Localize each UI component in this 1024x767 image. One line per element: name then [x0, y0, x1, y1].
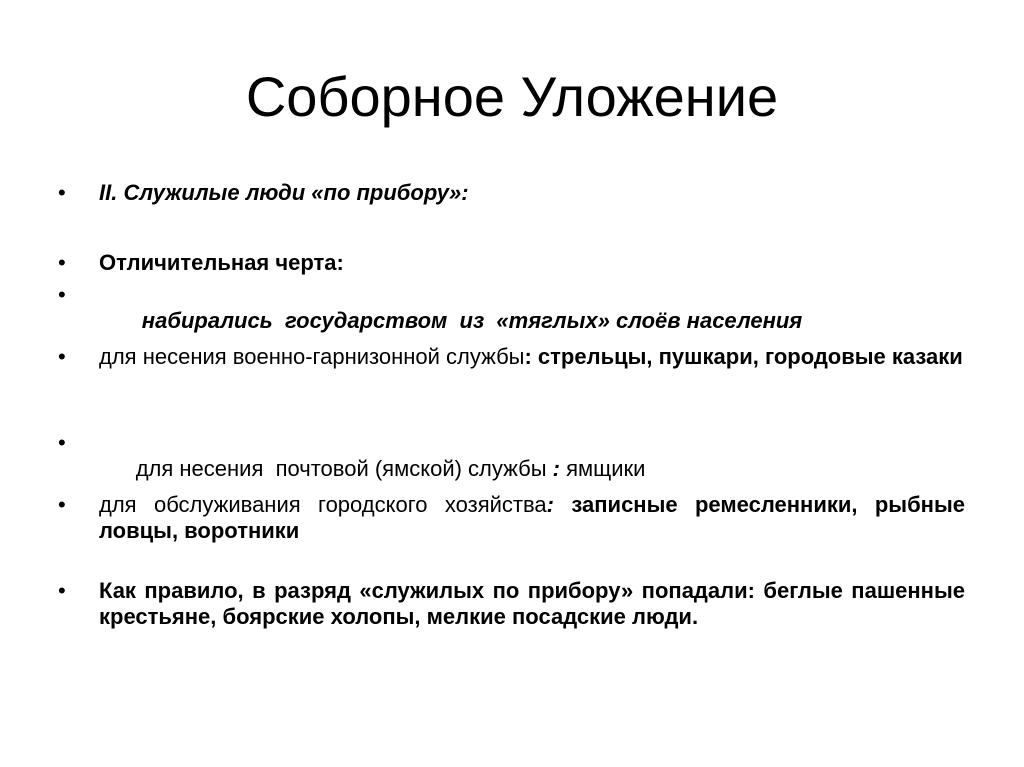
feature-label: Отличительная черта:	[99, 250, 344, 275]
bullet-marker: •	[58, 282, 66, 307]
bullet-marker: •	[58, 344, 66, 369]
colon: :	[546, 492, 554, 517]
bullet-text	[99, 578, 965, 630]
colon: :	[524, 344, 532, 369]
bullet-text	[99, 492, 965, 544]
bullet-text	[99, 250, 965, 276]
bullet-marker: •	[58, 250, 66, 275]
slide-title: Соборное Уложение	[245, 65, 779, 128]
feature-description: набирались государством из «тяглых» слоёв населения	[135, 308, 803, 333]
service-purpose: для несения почтовой (ямской) службы	[135, 456, 553, 481]
colon: :	[552, 456, 560, 481]
service-members: ямщики	[559, 456, 646, 481]
service-purpose: для несения военно-гарнизонной службы	[99, 344, 525, 369]
service-members: стрельцы, пушкари, городовые казаки	[531, 344, 963, 369]
service-members: записные ремесленники, рыбные ловцы, воротники	[99, 492, 965, 543]
bullet-marker: •	[58, 180, 66, 205]
recruitment-sources: Как правило, в разряд «служилых по прибору» попадали: беглые пашенные крестьяне, боярские холопы, мелкие посадские люди.	[99, 578, 965, 629]
bullet-marker: •	[58, 492, 66, 517]
section-heading: II. Служилые люди «по прибору»:	[99, 180, 469, 205]
bullet-marker: •	[58, 578, 66, 603]
bullet-text	[99, 344, 965, 370]
bullet-marker: •	[58, 430, 66, 455]
bullet-text	[99, 180, 965, 206]
service-purpose: для обслуживания городского хозяйства	[99, 492, 547, 517]
